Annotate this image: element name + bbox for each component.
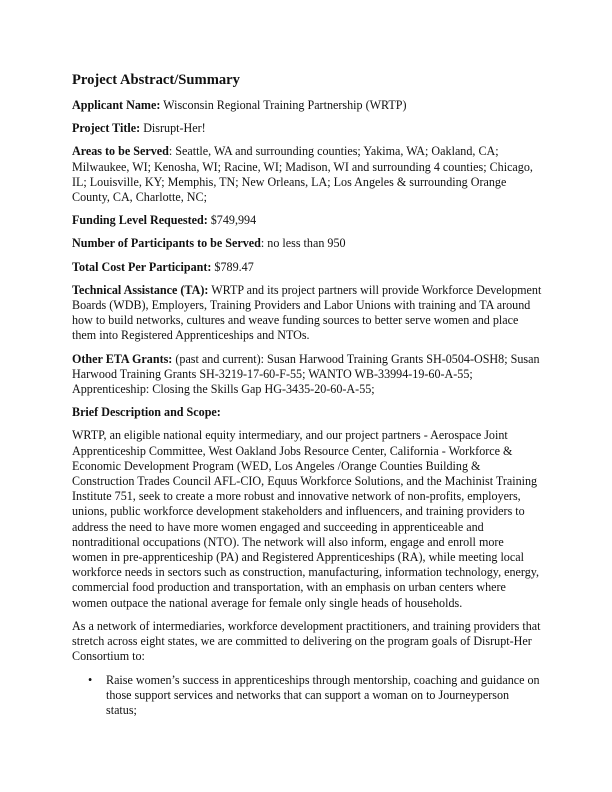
ta-label: Technical Assistance (TA): — [72, 282, 209, 297]
funding-value: $749,994 — [207, 213, 257, 228]
goals-list — [72, 673, 542, 719]
applicant-value: Wisconsin Regional Training Partnership (WRTP) — [160, 98, 407, 112]
list-item-text: Raise women’s success in apprenticeships through mentorship, coaching and guidance on those support services and networks that can support a woman on to Journeyperson status; — [106, 672, 540, 717]
participants-line — [72, 236, 542, 251]
areas-line — [72, 144, 542, 205]
cost-label: Total Cost Per Participant: — [72, 259, 212, 274]
brief-heading: Brief Description and Scope: — [72, 405, 221, 420]
document-page — [72, 72, 542, 718]
body-paragraph: As a network of intermediaries, workforce development practitioners, and training providers that stretch across eight states, we are committed to delivering on the program goals of Disrupt-Her Consortium to: — [72, 618, 541, 664]
project-title-label: Project Title: — [72, 121, 141, 136]
participants-value: : no less than 950 — [260, 236, 346, 251]
funding-label: Funding Level Requested: — [72, 213, 208, 228]
ta-value: WRTP and its project partners will provide Workforce Development Boards (WDB), Employers, Training Providers and Labor Unions with training and TA around how to build networks, cultures and weave funding sources to better serve women and place them into Registered Apprenticeships and NTOs. — [72, 282, 542, 343]
grants-value: (past and current): Susan Harwood Training Grants SH-0504-OSH8; Susan Harwood Training Grants SH-3219-17-60-F-55; WANTO WB-33994-19-60-A-55; Apprenticeship: Closing the Skills Gap HG-3435-20-60-A-55; — [72, 351, 540, 397]
project-title-value: Disrupt-Her! — [140, 121, 206, 136]
applicant-label: Applicant Name: — [72, 98, 161, 112]
participants-label: Number of Participants to be Served — [72, 236, 261, 251]
list-item — [72, 673, 542, 719]
cost-line — [72, 260, 542, 275]
grants-paragraph — [72, 352, 542, 398]
ta-paragraph — [72, 283, 542, 344]
applicant-line — [72, 98, 542, 113]
page-title: Project Abstract/Summary — [72, 72, 240, 88]
areas-value: : Seattle, WA and surrounding counties; Yakima, WA; Oakland, CA; Milwaukee, WI; Kenosha, WI; Racine, WI; Madison, WI and surrounding 4 counties; Chicago, IL; Louisville, KY; Memphis, TN; New Orleans, LA; Los Angeles & surrounding Orange County, CA, Charlotte, NC; — [72, 144, 533, 205]
funding-line — [72, 213, 542, 228]
grants-label: Other ETA Grants: — [72, 351, 173, 366]
cost-value: $789.47 — [211, 259, 254, 274]
areas-label: Areas to be Served — [72, 144, 169, 159]
body-paragraph: WRTP, an eligible national equity intermediary, and our project partners - Aerospace Joint Apprenticeship Committee, West Oakland Jobs Resource Center, California - Workforce & Economic Development Program (WED, Los Angeles /Orange Counties Building & Construction Trades Council AFL-CIO, Equus Workforce Solutions, and the Machinist Training Institute 751, seek to create a more robust and innovative network of non-profits, employers, unions, public workforce development stakeholders and influencers, and training providers to address the need to have more women engaged and succeeding in apprenticeable and nontraditional occupations (NTO). The network will also inform, engage and enroll more women in pre-apprenticeship (PA) and Registered Apprenticeships (RA), while meeting local workforce needs in sectors such as construction, manufacturing, information technology, energy, commercial food production and transportation, with an emphasis on urban centers where women outpace the national average for female only single heads of households. — [72, 428, 540, 610]
project-title-line — [72, 121, 542, 136]
bullet-icon: • — [88, 672, 93, 687]
